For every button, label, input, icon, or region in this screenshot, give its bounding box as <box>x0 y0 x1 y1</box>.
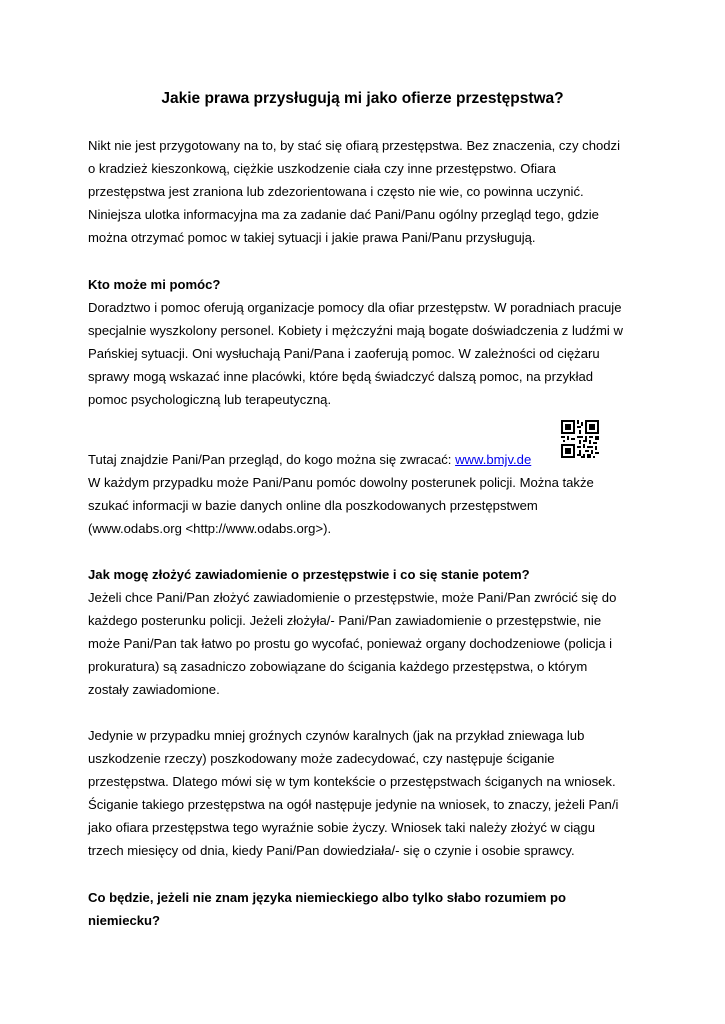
text-line: sprawy mogą wskazać inne placówki, które będą świadczyć dalszą pomoc, na przykład <box>88 369 594 385</box>
text-line: przestępstwa. Dlatego mówi się w tym kontekście o przestępstwach ściganych na wniosek. <box>88 774 616 790</box>
text-line: Pańskiej sytuacji. Oni wysłuchają Pani/Pana i zaoferują pomoc. W zależności od ciężaru <box>88 346 600 362</box>
section-who-can-help <box>88 273 648 412</box>
text-line: specjalnie wyszkolony personel. Kobiety i mężczyźni mają bogate doświadczenia z ludźmi w <box>88 323 623 339</box>
text-line: pomoc psychologiczną lub terapeutyczną. <box>88 392 332 408</box>
text-line: Niniejsza ulotka informacyjna ma za zadanie dać Pani/Panu ogólny przegląd tego, gdzie <box>88 207 599 223</box>
text-line: uszkodzenie rzeczy) poszkodowany może zadecydować, czy następuje ściganie <box>88 751 555 767</box>
text-line: o kradzież kieszonkową, ciężkie uszkodzenie ciała czy inne przestępstwo. Ofiara <box>88 161 556 177</box>
text-line: Jedynie w przypadku mniej groźnych czynów karalnych (jak na przykład zniewaga lub <box>88 728 585 743</box>
bmjv-link[interactable]: www.bmjv.de <box>455 452 532 467</box>
text-line: Jeżeli chce Pani/Pan złożyć zawiadomienie o przestępstwie, może Pani/Pan zwrócić się do <box>88 590 617 606</box>
text-line <box>88 448 648 471</box>
section-heading: Kto może mi pomóc? <box>88 277 221 292</box>
intro-paragraph <box>88 134 648 249</box>
text-line: zostały zawiadomione. <box>88 682 220 698</box>
text-line: Doradztwo i pomoc oferują organizacje pomocy dla ofiar przestępstw. W poradniach pracuje <box>88 300 622 316</box>
text-line: każdego posterunku policji. Jeżeli złożyła/- Pani/Pan zawiadomienie o przestępstwie, nie <box>88 613 602 629</box>
text-line: szukać informacji w bazie danych online dla poszkodowanych przestępstwem <box>88 498 538 514</box>
text-line: Ściganie takiego przestępstwa na ogół następuje jedynie na wniosek, to znaczy, jeżeli Pan/i <box>88 797 619 813</box>
text-line: Nikt nie jest przygotowany na to, by stać się ofiarą przestępstwa. Bez znaczenia, czy chodzi <box>88 138 621 153</box>
text-line: prokuratura) są zasadniczo zobowiązane do ścigania każdego przestępstwa, o którym <box>88 659 588 675</box>
section-minor-offences <box>88 724 648 863</box>
text-line: (www.odabs.org <http://www.odabs.org>). <box>88 521 332 537</box>
text-line: trzech miesięcy od dnia, kiedy Pani/Pan dowiedziała/- się o czynie i osobie sprawcy. <box>88 843 575 859</box>
text-line: można otrzymać pomoc w takiej sytuacji i jakie prawa Pani/Panu przysługują. <box>88 230 536 246</box>
section-heading: Jak mogę złożyć zawiadomienie o przestępstwie i co się stanie potem? <box>88 567 530 582</box>
text-line: może Pani/Pan tak łatwo po prostu go wycofać, ponieważ organy dochodzeniowe (policja i <box>88 636 613 652</box>
page-title: Jakie prawa przysługują mi jako ofierze przestępstwa? <box>161 90 564 107</box>
section-report-crime <box>88 563 648 702</box>
text-line: przestępstwa jest zraniona lub zdezorientowana i często nie wie, co powinna uczynić. <box>88 184 584 200</box>
link-intro-text: Tutaj znajdzie Pani/Pan przegląd, do kogo można się zwracać: <box>88 452 456 467</box>
section-heading: niemiecku? <box>88 913 161 929</box>
text-line: W każdym przypadku może Pani/Panu pomóc dowolny posterunek policji. Można także <box>88 475 594 491</box>
links-paragraph <box>88 448 648 540</box>
section-heading: Co będzie, jeżeli nie znam języka niemieckiego albo tylko słabo rozumiem po <box>88 890 567 905</box>
text-line: jako ofiara przestępstwa tego wyraźnie sobie życzy. Wniosek taki należy złożyć w ciągu <box>88 820 595 836</box>
section-language <box>88 886 648 932</box>
